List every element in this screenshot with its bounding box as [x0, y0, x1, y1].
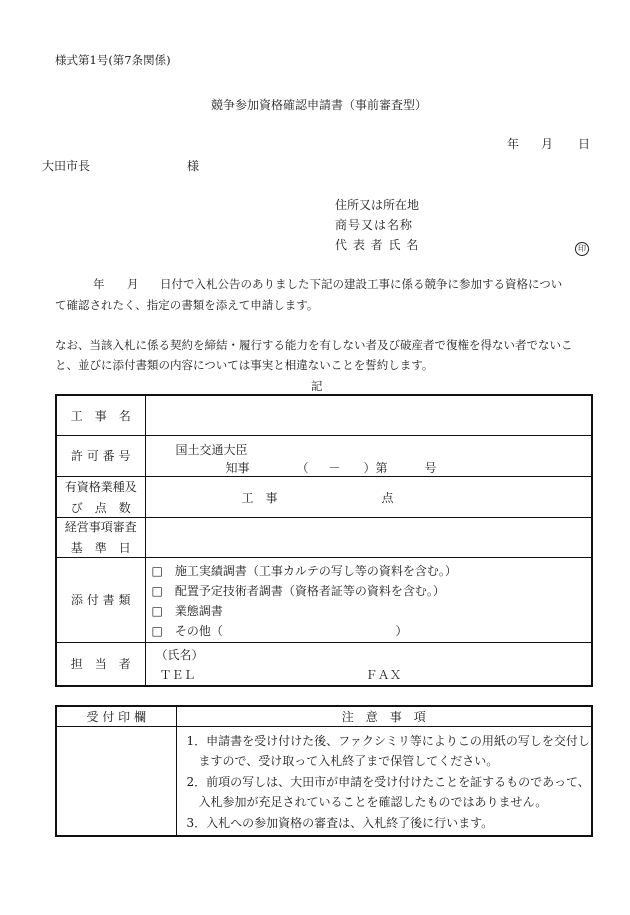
qualified-type-label-line2: び 点 数 [70, 500, 131, 515]
notes-body [176, 726, 592, 836]
qualified-type-field[interactable] [145, 476, 592, 517]
permit-paren-close: ）第 [363, 460, 388, 475]
attachment-item-other[interactable]: □ その他（ [151, 623, 223, 638]
permit-governor: 知事 [225, 460, 250, 475]
table-row [56, 557, 592, 642]
permit-go: 号 [424, 460, 437, 475]
para2-line2: と、並びに添付書類の内容については事実と相違ないことを誓約します。 [55, 358, 434, 372]
review-date-label-line1: 経営事項審査 [64, 520, 137, 534]
qualified-type-label-line1: 有資格業種及 [64, 479, 137, 494]
table-row [56, 706, 592, 726]
qualified-kouji: 工 事 [241, 490, 278, 505]
notes-header: 注 意 事 項 [176, 706, 592, 726]
attachments-label: 添 付 書 類 [56, 557, 145, 642]
date-day: 日 [578, 137, 591, 151]
attachment-item-performance[interactable]: □ 施工実績調書（工事カルテの写し等の資料を含む。） [151, 563, 457, 578]
address-label: 住所又は所在地 [335, 198, 420, 212]
table-row [56, 395, 592, 435]
attachment-item-engineer[interactable]: □ 配置予定技術者調書（資格者証等の資料を含む。） [151, 583, 445, 598]
addressee-name: 大田市長 [42, 159, 91, 173]
note-line-1: 1．申請書を受け付けた後、ファクシミリ等によりこの用紙の写しを交付し [186, 733, 590, 748]
receipt-stamp-area [56, 726, 176, 836]
qualified-type-label [56, 476, 145, 517]
table-row [56, 476, 592, 517]
para1-year: 年 [93, 277, 105, 291]
para2-line1: なお、当該入札に係る契約を締結・履行する能力を有しない者及び破産者で復権を得ない者でないこ [55, 338, 573, 352]
qualified-points: 点 [381, 490, 394, 505]
application-table [55, 394, 593, 687]
table-row [56, 726, 592, 836]
notes-table [55, 705, 593, 837]
permit-number-label: 許 可 番 号 [56, 435, 145, 476]
date-year: 年 [507, 137, 520, 151]
note-line-4: 入札参加が充足されていることを確認したものではありません。 [186, 794, 548, 809]
ki-heading: 記 [311, 379, 323, 393]
contact-name-label: （氏名） [155, 647, 204, 662]
permit-dash: － [328, 460, 341, 475]
note-line-5: 3．入札への参加資格の審査は、入札終了後に行います。 [186, 815, 494, 830]
note-line-3: 2．前項の写しは、大田市が申請を受け付けたことを証するものであって、 [186, 774, 590, 789]
receipt-stamp-header: 受 付 印 欄 [56, 706, 176, 726]
company-label: 商号又は名称 [335, 218, 414, 232]
contact-person-field[interactable] [145, 642, 592, 686]
table-row [56, 435, 592, 476]
note-line-2: ますので、受け取って入札終了まで保管してください。 [186, 753, 499, 768]
construction-name-field[interactable] [145, 395, 592, 435]
representative-label: 代 表 者 氏 名 [335, 238, 420, 252]
table-row [56, 517, 592, 557]
para1-month: 月 [127, 277, 139, 291]
para1-line2: て確認されたく、指定の書類を添えて申請します。 [55, 298, 319, 312]
permit-number-field[interactable] [145, 435, 592, 476]
review-date-label-line2: 基 準 日 [70, 541, 131, 555]
page-title: 競争参加資格確認申請書（事前審査型） [211, 98, 428, 112]
review-date-label [56, 517, 145, 557]
contact-person-label: 担 当 者 [56, 642, 145, 686]
attachments-field [145, 557, 592, 642]
contact-tel-label: ＴＥＬ [159, 667, 196, 682]
attachment-other-close: ） [395, 623, 408, 638]
permit-paren-open: （ [296, 460, 309, 475]
attachment-item-business[interactable]: □ 業態調書 [151, 603, 223, 618]
seal-mark [575, 236, 589, 256]
para1-line1: 日付で入札公告のありました下記の建設工事に係る競争に参加する資格につい [160, 277, 563, 291]
contact-fax-label: ＦＡＸ [365, 667, 402, 682]
seal-icon: 印 [575, 242, 589, 256]
construction-name-label: 工 事 名 [56, 395, 145, 435]
form-number: 様式第1号(第7条関係) [55, 53, 171, 67]
addressee-honorific: 様 [187, 159, 200, 173]
date-month: 月 [541, 137, 554, 151]
table-row [56, 642, 592, 686]
permit-minister: 国土交通大臣 [175, 442, 248, 457]
review-date-field[interactable] [145, 517, 592, 557]
